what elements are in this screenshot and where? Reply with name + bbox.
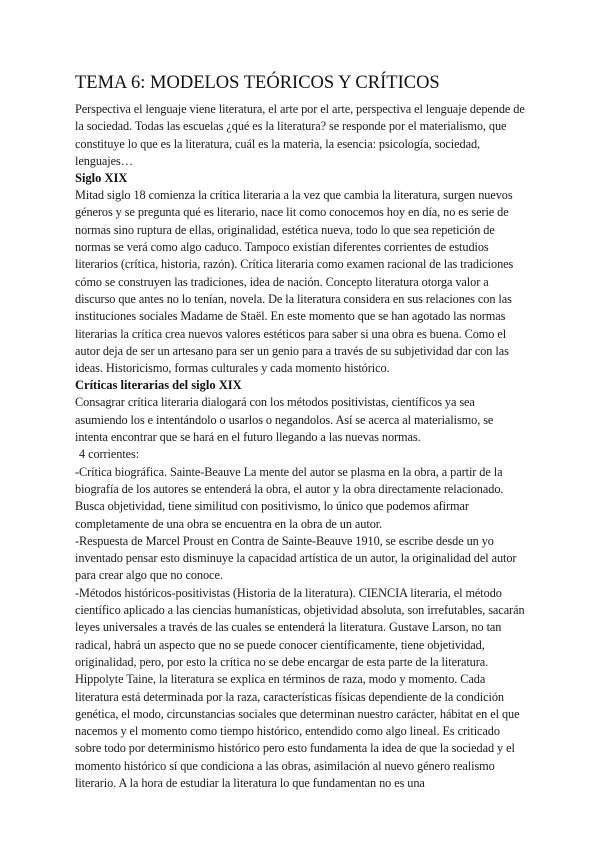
corrientes-label: 4 corrientes: (79, 447, 140, 462)
document-page (75, 72, 527, 792)
section-heading-criticas: Críticas literarias del siglo XIX (75, 378, 242, 393)
section-paragraph-criticas: Consagrar crítica literaria dialogará con los métodos positivistas, científicos ya sea asumiendo los e intentándolo o usarlos o negandolos. Así se acerca al materialismo, se intenta encontrar que se hará en el futuro llegando a las nuevas normas. (75, 395, 494, 445)
list-item-critica-biografica: -Crítica biográfica. Sainte-Beauve La mente del autor se plasma en la obra, a partir de la biografía de los autores se entenderá la obra, el autor y la obra directamente relacionado. Busca objetividad, tiene similitud con positivismo, lo único que podemos afirmar completamente de una obra se encuentra en la obra de un autor. (75, 464, 504, 531)
section-heading-siglo-xix: Siglo XIX (75, 171, 128, 186)
list-item-respuesta-proust: -Respuesta de Marcel Proust en Contra de Sainte-Beauve 1910, se escribe desde un yo inventado pensar esto disminuye la capacidad artística de un autor, la originalidad del autor para crear algo que no conoce. (75, 533, 517, 583)
intro-paragraph: Perspectiva el lenguaje viene literatura, el arte por el arte, perspectiva el lenguaje depende de la sociedad. Todas las escuelas ¿qué es la literatura? se responde por el materialismo, que constituye lo que es la literatura, cuál es la materia, la esencia: psicología, sociedad, lenguajes… (75, 102, 525, 168)
section-paragraph-siglo-xix: Mitad siglo 18 comienza la crítica literaria a la vez que cambia la literatura, surgen nuevos géneros y se pregunta qué es literario, nace lit como conocemos hoy en día, no es serie de normas sino ruptura de ellas, originalidad, estética nueva, todo lo que sea repetición de normas se verá como algo caduco. Tampoco existían diferentes corrientes de estudios literarios (crítica, historia, razón). Crítica literaria como examen racional de las tradiciones cómo se construyen las tradiciones, idea de nación. Concepto literatura otorga valor a discurso que antes no lo tenían, novela. De la literatura considera en sus relaciones con las instituciones sociales Madame de Staël. En este momento que se han agotado las normas literarias la crítica crea nuevos valores estéticos para saber si una obra es buena. Como el autor deja de ser un artesano para ser un genio para a través de su subjetividad dar con las ideas. Historicismo, formas culturales y cada momento histórico. (75, 188, 514, 376)
document-title: TEMA 6: MODELOS TEÓRICOS Y CRÍTICOS (75, 73, 440, 93)
list-item-metodos-historicos: -Métodos históricos-positivistas (Historia de la literatura). CIENCIA literaria, el método científico aplicado a las ciencias humanísticas, objetividad absoluta, son irrefutables, sacarán leyes universales a través de las cuales se entenderá la literatura. Gustave Larson, no tan radical, habrá un aspecto que no se puede conocer científicamente, tiene objetividad, originalidad, pero, por esto la crítica no se debe encargar de esta parte de la literatura. Hippolyte Taine, la literatura se explica en términos de raza, modo y momento. Cada literatura está determinada por la raza, características físicas dependiente de la condición genética, el modo, circunstancias sociales que determinan nuestro carácter, hábitat en el que nacemos y el momento como tiempo histórico, entendido como algo lineal. Es criticado sobre todo por determinismo histórico pero esto fundamenta la idea de que la sociedad y el momento histórico sí que condiciona a las obras, asimilación al nuevo género realismo literario. A la hora de estudiar la literatura lo que fundamentan no es una (75, 585, 525, 790)
